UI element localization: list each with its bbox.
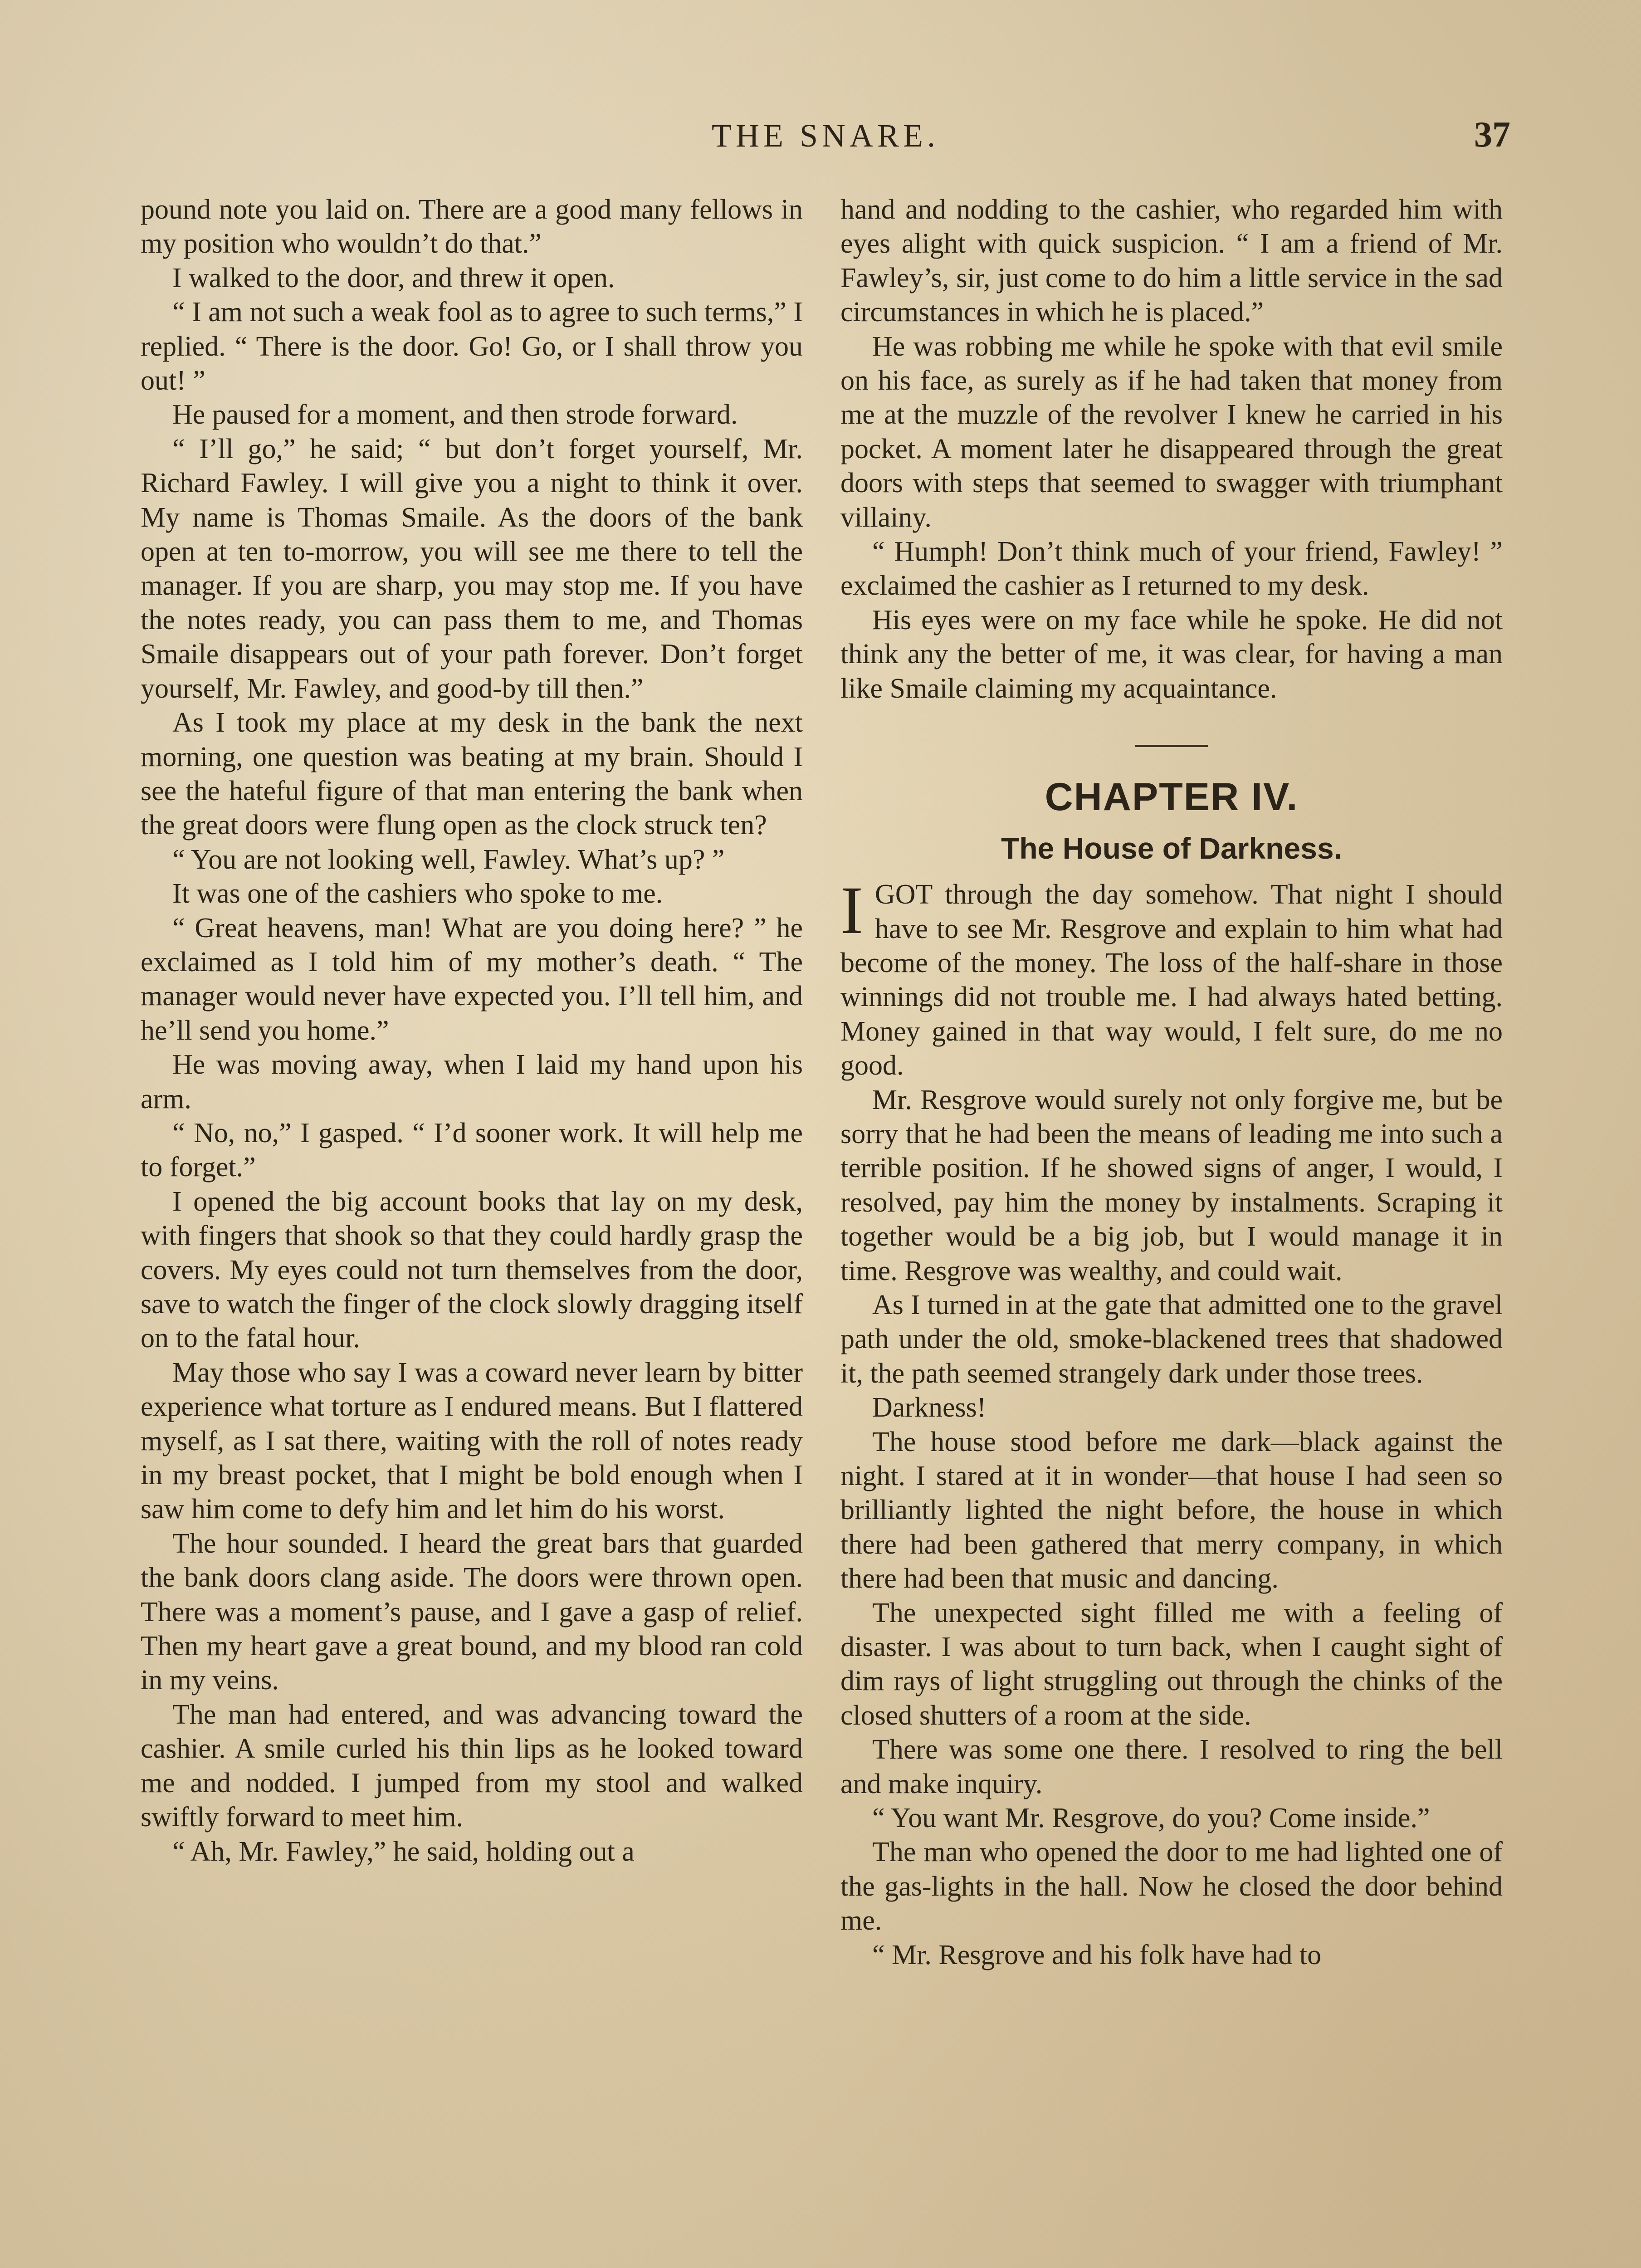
paragraph: “ Ah, Mr. Fawley,” he said, holding out a (172, 1836, 635, 1867)
paragraph: “ Humph! Don’t think much of your friend, Fawley! ” exclaimed the cashier as I returned to my desk. (840, 536, 1503, 601)
paragraph: The man had entered, and was advancing toward the cashier. A smile curled his thin lips as he looked toward me and nodded. I jumped from my stool and walked swiftly forward to meet him. (141, 1699, 803, 1833)
running-title: THE SNARE. (712, 117, 939, 154)
paragraph: “ You are not looking well, Fawley. What’s up? ” (172, 844, 725, 875)
paragraph: His eyes were on my face while he spoke. He did not think any the better of me, it was clear, for having a man like Smaile claiming my acquaintance. (840, 604, 1503, 704)
right-column (840, 193, 1503, 1972)
drop-cap: I (840, 873, 863, 948)
paragraph: “ You want Mr. Resgrove, do you? Come inside.” (872, 1803, 1430, 1834)
paragraph: “ No, no,” I gasped. “ I’d sooner work. It will help me to forget.” (141, 1117, 803, 1183)
paragraph: “ Great heavens, man! What are you doing here? ” he exclaimed as I told him of my mother’s death. “ The manager would never have expected you. I’ll tell him, and he’ll send you home.” (141, 912, 803, 1046)
paragraph: As I turned in at the gate that admitted one to the gravel path under the old, smoke-blackened trees that shadowed it, the path seemed strangely dark under those trees. (840, 1289, 1503, 1389)
paragraph-text: GOT through the day somehow. That night I should have to see Mr. Resgrove and explain to him what had become of the money. The loss of the half-share in those winnings did not trouble me. I had always hated betting. Money gained in that way would, I felt sure, do me no good. (840, 879, 1503, 1081)
left-column (141, 193, 803, 1869)
paragraph: The hour sounded. I heard the great bars that guarded the bank doors clang aside. The doors were thrown open. There was a moment’s pause, and I gave a gasp of relief. Then my heart gave a great bound, and my blood ran cold in my veins. (141, 1528, 803, 1696)
paragraph: “ I’ll go,” he said; “ but don’t forget yourself, Mr. Richard Fawley. I will give you a night to think it over. My name is Thomas Smaile. As the doors of the bank open at ten to-morrow, you will see me there to tell the manager. If you are sharp, you may stop me. If you have the notes ready, you can pass them to me, and Thomas Smaile disappears out of your path forever. Don’t forget yourself, Mr. Fawley, and good-by till then.” (141, 433, 803, 704)
paragraph: hand and nodding to the cashier, who regarded him with eyes alight with quick suspicion. “ I am a friend of Mr. Fawley’s, sir, just come to do him a little service in the sad circumstances in which he is placed.” (840, 194, 1503, 328)
paragraph: “ Mr. Resgrove and his folk have had to (872, 1939, 1322, 1970)
paragraph: May those who say I was a coward never learn by bitter experience what torture as I endured means. But I flattered myself, as I sat there, waiting with the roll of notes ready in my breast pocket, that I might be bold enough when I saw him come to defy him and let him do his worst. (141, 1357, 803, 1525)
paragraph: I walked to the door, and threw it open. (172, 262, 615, 293)
section-divider (1135, 745, 1208, 747)
chapter-opening-paragraph (840, 873, 1503, 1083)
paragraph: “ I am not such a weak fool as to agree to such terms,” I replied. “ There is the door. Go! Go, or I shall throw you out! ” (141, 297, 803, 396)
paragraph: Darkness! (872, 1392, 987, 1423)
paragraph: There was some one there. I resolved to ring the bell and make inquiry. (840, 1734, 1503, 1799)
paragraph: The unexpected sight filled me with a feeling of disaster. I was about to turn back, when I caught sight of dim rays of light struggling out through the chinks of the closed shutters of a room at the side. (840, 1597, 1503, 1731)
paragraph: As I took my place at my desk in the bank the next morning, one question was beating at my brain. Should I see the hateful figure of that man entering the bank when the great doors were flung open as the clock struck ten? (141, 707, 803, 841)
paragraph: It was one of the cashiers who spoke to me. (172, 878, 663, 909)
paragraph: He was moving away, when I laid my hand upon his arm. (141, 1049, 803, 1114)
chapter-title: CHAPTER IV. (1045, 775, 1299, 819)
chapter-subtitle: The House of Darkness. (1001, 831, 1342, 865)
page-number: 37 (1474, 115, 1510, 155)
paragraph: He paused for a moment, and then strode forward. (172, 399, 738, 430)
paragraph: pound note you laid on. There are a good many fellows in my position who wouldn’t do that.” (141, 194, 803, 259)
paragraph: The house stood before me dark—black against the night. I stared at it in wonder—that house I had seen so brilliantly lighted the night before, the house in which there had been gathered that merry company, in which there had been that music and dancing. (840, 1426, 1503, 1594)
paragraph: Mr. Resgrove would surely not only forgive me, but be sorry that he had been the means of leading me into such a terrible position. If he showed signs of anger, I would, I resolved, pay him the money by instalments. Scraping it together would be a big job, but I would manage it in time. Resgrove was wealthy, and could wait. (840, 1084, 1503, 1286)
paragraph: He was robbing me while he spoke with that evil smile on his face, as surely as if he had taken that money from me at the muzzle of the revolver I knew he carried in his pocket. A moment later he disappeared through the great doors with steps that seemed to swagger with triumphant villainy. (840, 331, 1503, 533)
paragraph: I opened the big account books that lay on my desk, with fingers that shook so that they could hardly grasp the covers. My eyes could not turn themselves from the door, save to watch the finger of the clock slowly dragging itself on to the fatal hour. (141, 1186, 803, 1354)
paragraph: The man who opened the door to me had lighted one of the gas-lights in the hall. Now he closed the door behind me. (840, 1837, 1503, 1936)
